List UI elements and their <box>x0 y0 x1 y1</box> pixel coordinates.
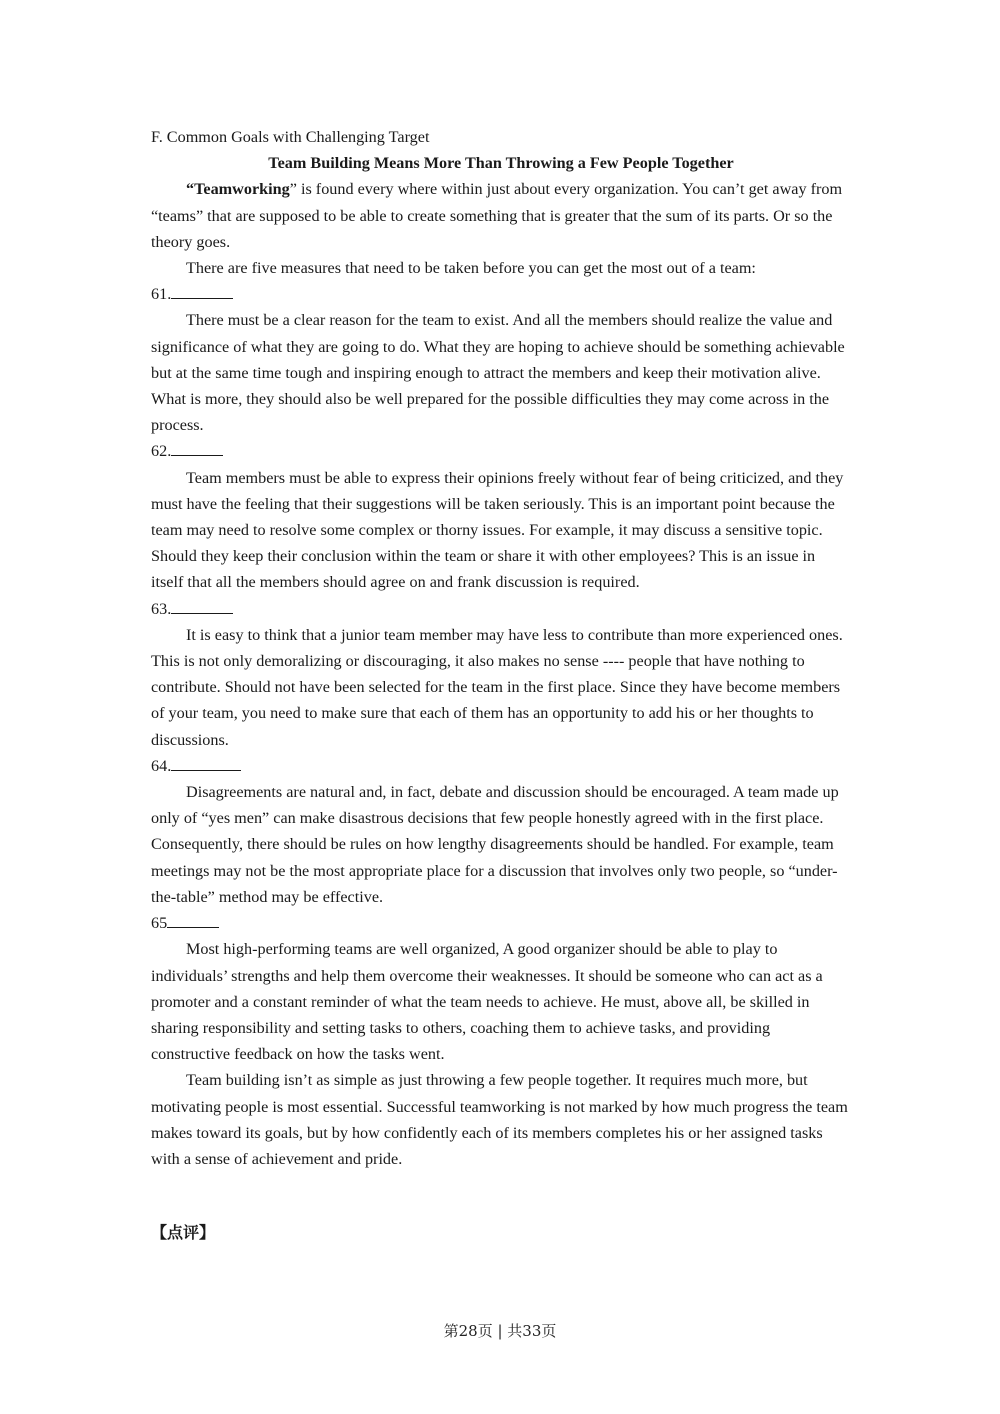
page-footer: 第28页 | 共33页 <box>443 1322 557 1340</box>
answer-blank[interactable] <box>171 756 241 771</box>
intro-bold-term: “Teamworking <box>186 180 290 199</box>
question-number: 64. <box>151 756 172 775</box>
question-65 <box>151 910 851 936</box>
review-heading: 【点评】 <box>151 1223 216 1242</box>
paragraph-63: It is easy to think that a junior team member may have less to contribute than more experienced ones. This is not only demoralizing or discouraging, it also makes no sense ---- people that have nothing to contribute. Should not have been selected for the team in the first place. Since they have become members of your team, you need to make sure that each of them has an opportunity to add his or her thoughts to discussions. <box>151 625 843 749</box>
paragraph-61: There must be a clear reason for the team to exist. And all the members should realize the value and significance of what they are going to do. What they are hoping to achieve should be something achievable but at the same time tough and inspiring enough to attract the members and keep their motivation alive. What is more, they should also be well prepared for the possible difficulties they may come across in the process. <box>151 311 845 435</box>
question-number: 63. <box>151 599 172 618</box>
question-number: 62. <box>151 442 172 461</box>
answer-blank[interactable] <box>171 599 233 614</box>
option-f: F. Common Goals with Challenging Target <box>151 128 430 146</box>
question-number: 61. <box>151 285 172 304</box>
intro-paragraph-2: There are five measures that need to be taken before you can get the most out of a team: <box>186 259 756 278</box>
answer-blank[interactable] <box>171 441 223 456</box>
intro-rest: ” is found every where within just about every organization. You can’t get away from “teams” that are supposed to be able to create something that is greater that the sum of its parts. Or so the theory goes. <box>151 180 843 251</box>
question-64 <box>151 753 851 779</box>
paragraph-64: Disagreements are natural and, in fact, debate and discussion should be encouraged. A team made up only of “yes men” can make disastrous decisions that few people honestly agreed with in the first place. Consequently, there should be rules on how lengthy disagreements should be handled. For example, team meetings may not be the most appropriate place for a discussion that involves only two people, so “under-the-table” method may be effective. <box>151 783 839 906</box>
question-number: 65 <box>151 914 168 933</box>
question-63 <box>151 596 851 622</box>
paragraph-65: Most high-performing teams are well organized, A good organizer should be able to play to individuals’ strengths and help them overcome their weaknesses. It should be someone who can act as a promoter and a constant reminder of what the team needs to achieve. He must, above all, be skilled in sharing responsibility and setting tasks to others, coaching them to achieve tasks, and providing constructive feedback on how the tasks went. <box>151 940 823 1064</box>
conclusion-paragraph: Team building isn’t as simple as just throwing a few people together. It requires much more, but motivating people is most essential. Successful teamworking is not marked by how much progress the team makes toward its goals, but by how confidently each of its members completes his or her assigned tasks with a sense of achievement and pride. <box>151 1071 848 1168</box>
passage-title: Team Building Means More Than Throwing a Few People Together <box>268 154 734 173</box>
intro-paragraph <box>151 176 851 255</box>
document-body <box>151 124 851 1172</box>
paragraph-62: Team members must be able to express their opinions freely without fear of being criticized, and they must have the feeling that their suggestions will be taken seriously. This is an important point because the team may need to resolve some complex or thorny issues. For example, it may discuss a sensitive topic. Should they keep their conclusion within the team or share it with other employees? This is an issue in itself that all the members should agree on and frank discussion is required. <box>151 468 844 592</box>
answer-blank[interactable] <box>167 913 219 928</box>
answer-blank[interactable] <box>171 284 233 299</box>
question-62 <box>151 438 851 464</box>
question-61 <box>151 281 851 307</box>
